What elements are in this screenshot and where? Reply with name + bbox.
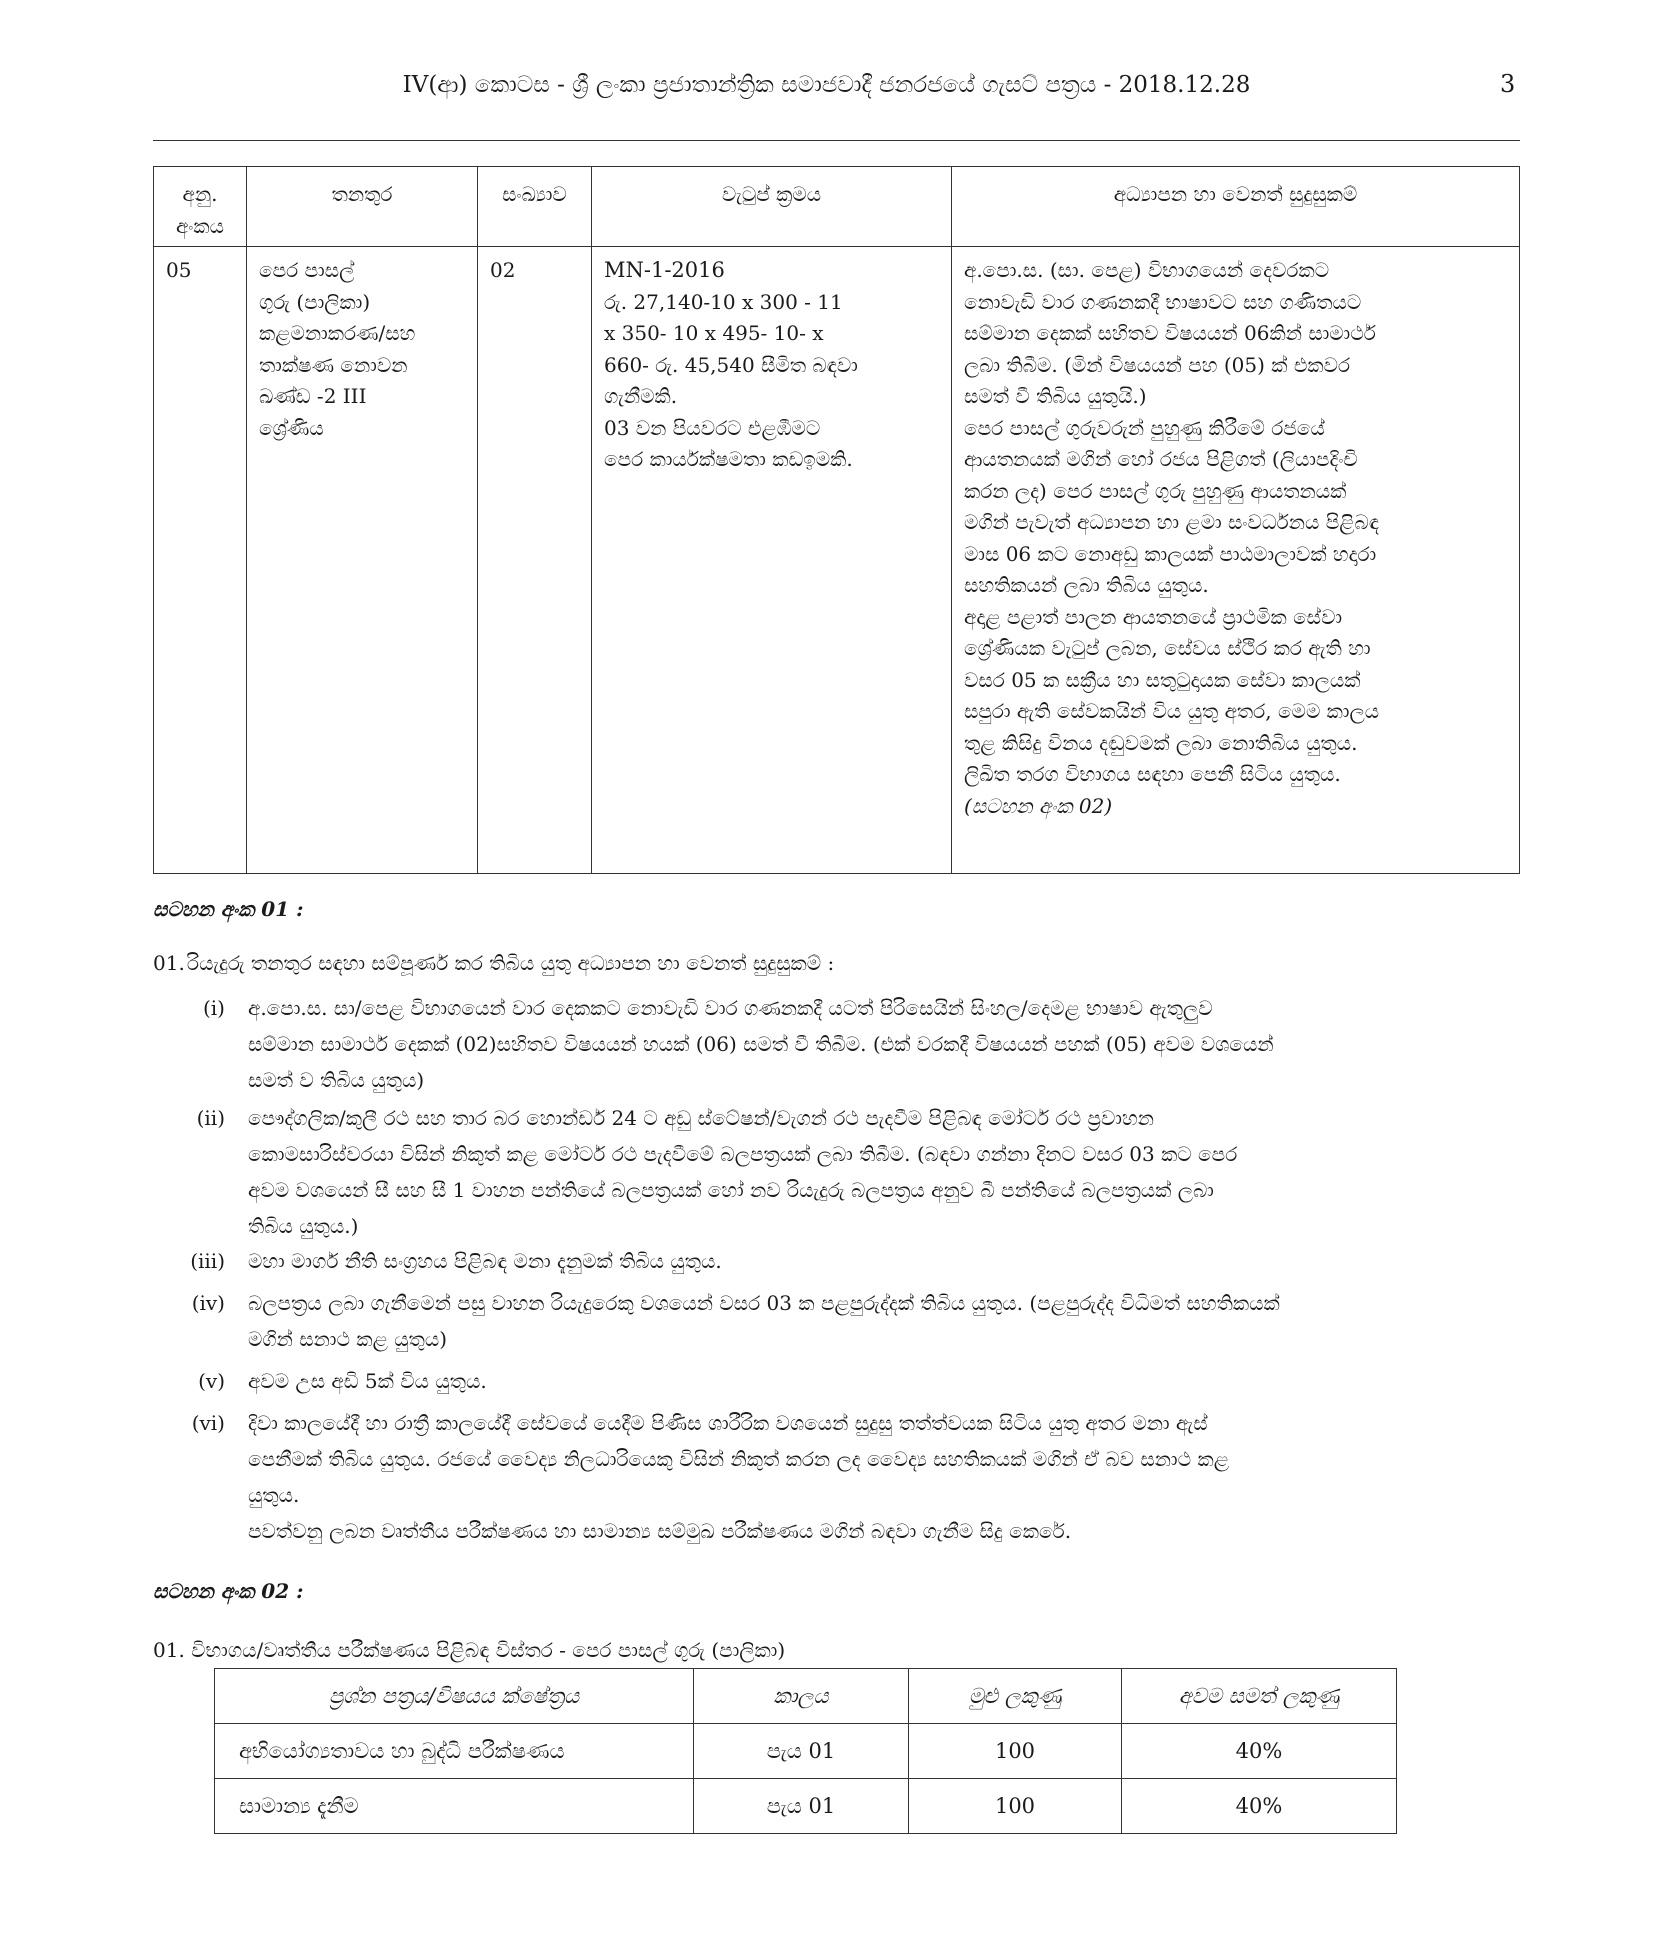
pass-marks-cell: 40%: [1122, 1779, 1397, 1834]
table-row: [215, 1779, 1397, 1834]
note1-intro-text: රියැදුරු තනතුර සඳහා සම්පූර්ණ කර තිබිය යුතු අධ්‍යාපන හා වෙනත් සුදුසුකම් :: [187, 951, 835, 975]
list-marker: (iii): [190, 1249, 225, 1273]
note1-title: සටහන අංක 01 :: [153, 897, 304, 921]
header-rule: [153, 140, 1520, 141]
post-line: තාක්ෂණ නොවන: [259, 352, 408, 377]
item-line: මහා මාර්ග නීති සංග්‍රහය පිළිබඳ මනා දැනුමක් තිබිය යුතුය.: [248, 1249, 722, 1273]
subject-cell: සාමාන්‍ය දැනීම: [215, 1779, 694, 1834]
list-item-text: [248, 1243, 1520, 1279]
qualification-line: මගින් පැවැත් අධ්‍යාපන හා ළමා සංවර්ධනය පිළිබඳ: [964, 510, 1380, 534]
qualification-line: සමත් වී තිබිය යුතුයි.): [964, 384, 1147, 408]
duration-cell: පැය 01: [694, 1779, 909, 1834]
col-pass-marks-header: අවම සමත් ලකුණු: [1122, 1669, 1397, 1724]
item-line: අවම වශයෙන් සී සහ සී 1 වාහන පන්තියේ බලපත්‍රයක් හෝ නව රියැදුරු බලපත්‍රය අනුව බී පන්තියේ බලපත්‍රයක් ලබා: [248, 1178, 1214, 1202]
note2-intro: 01. විභාගය/වෘත්තීය පරීක්ෂණය පිළිබඳ විස්තර - පෙර පාසල් ගුරු (පාලිකා): [153, 1638, 786, 1662]
total-marks-cell: 100: [909, 1724, 1122, 1779]
item-line: අවම උස අඩි 5ක් විය යුතුය.: [248, 1369, 487, 1393]
item-line: සම්මාන සාමාර්ථ දෙකක් (02)සහිතව විෂයයන් හයක් (06) සමත් වී තිබීම. (එක් වරකදී විෂයයන් පහක් (05) අවම වශයෙන්: [248, 1032, 1274, 1056]
salary-cell: [592, 247, 952, 874]
exam-table-header: [215, 1669, 1397, 1724]
col-total-marks-header: මුළු ලකුණු: [909, 1669, 1122, 1724]
qualification-line: අදාළ පළාත් පාලන ආයතනයේ ප්‍රාථමික සේවා: [964, 604, 1343, 629]
item-line: තිබිය යුතුය.): [248, 1214, 359, 1238]
table-row: [215, 1724, 1397, 1779]
col-serial-header: අනු. අංකය: [154, 167, 247, 247]
count-cell: 02: [478, 247, 592, 874]
post-cell: [247, 247, 478, 874]
exam-table: [214, 1668, 1397, 1834]
post-line: ඛණ්ඩ -2 III: [259, 384, 367, 408]
item-line: සමත් ව තිබිය යුතුය): [248, 1068, 425, 1092]
list-item-text: [248, 990, 1520, 1098]
item-line: මගින් සනාථ කළ යුතුය): [248, 1327, 448, 1351]
qualification-line: නොවැඩි වාර ගණනකදී භාෂාවට සහ ගණිතයට: [964, 289, 1362, 314]
posts-table: [153, 166, 1520, 874]
subject-cell: අභියෝග්‍යතාවය හා බුද්ධි පරීක්ෂණය: [215, 1724, 694, 1779]
salary-line: 660- රු. 45,540 සීමිත බඳවා: [604, 352, 858, 377]
item-line: පවත්වනු ලබන වෘත්තීය පරීක්ෂණය හා සාමාන්‍ය සම්මුඛ පරීක්ෂණය මගින් බඳවා ගැනීම සිදු කෙරේ.: [248, 1519, 1072, 1543]
list-item-text: [248, 1363, 1520, 1399]
page-header: IV(ආ) කොටස - ශ්‍රී ලංකා ප්‍රජාතාන්ත්‍රික සමාජවාදී ජනරජයේ ගැසට් පත්‍රය - 2018.12.28: [402, 72, 1251, 98]
qualification-line: තුළ කිසිදු විනය දඬුවමක් ලබා නොතිබිය යුතුය.: [964, 730, 1358, 755]
posts-table-header: [154, 167, 1520, 247]
list-item-text: [248, 1285, 1520, 1357]
salary-line: ගැනීමකි.: [604, 384, 678, 408]
salary-line: MN-1-2016: [604, 258, 725, 282]
list-marker: (ii): [196, 1106, 225, 1130]
col-duration-header: කාලය: [694, 1669, 909, 1724]
duration-cell: පැය 01: [694, 1724, 909, 1779]
post-line: ශ්‍රේණිය: [259, 415, 324, 440]
col-subject-header: ප්‍රශ්න පත්‍රය/විෂයය ක්ෂේත්‍රය: [215, 1669, 694, 1724]
qualification-line: වසර 05 ක සක්‍රීය හා සතුටුදායක සේවා කාලයක්: [964, 667, 1361, 692]
pass-marks-cell: 40%: [1122, 1724, 1397, 1779]
col-post-header: තනතුර: [247, 167, 478, 247]
list-marker: 01.: [153, 951, 185, 975]
salary-line: රු. 27,140-10 x 300 - 11: [604, 289, 843, 314]
item-line: කොමසාරිස්වරයා විසින් නිකුත් කළ මෝටර් රථ පැදවීමේ බලපත්‍රයක් ලබා තිබීම. (බඳවා ගන්නා දිනට වසර 03 කට පෙර: [248, 1142, 1238, 1166]
col-count-header: සංඛ්‍යාව: [478, 167, 592, 247]
list-item-text: [248, 1405, 1520, 1549]
item-line: අ.පො.ස. සා/පෙළ විභාගයෙන් වාර දෙකකට නොවැඩි වාර ගණනකදී යටත් පිරිසෙයින් සිංහල/දෙමළ භාෂාව ඇතුලුව: [248, 996, 1213, 1020]
qualification-line: සපුරා ඇති සේවකයින් විය යුතු අතර, මෙම කාලය: [964, 699, 1380, 723]
qualification-line: ලබා තිබීම. (මින් විෂයයන් පහ (05) ක් එකවර: [964, 352, 1351, 377]
item-line: පෞද්ගලික/කුලී රථ සහ තාර බර හොන්ඩර් 24 ට අඩු ස්ටේෂන්/වැගන් රථ පැදවීම පිළිබඳ මෝටර් රථ ප්‍රවාහන: [248, 1106, 1154, 1130]
col-qualifications-header: අධ්‍යාපන හා වෙනත් සුදුසුකම්: [952, 167, 1520, 247]
note2-title: සටහන අංක 02 :: [153, 1579, 304, 1603]
qualification-line: සහතිකයන් ලබා තිබිය යුතුය.: [964, 573, 1209, 597]
post-line: කළමනාකරණ/සහ: [259, 321, 416, 345]
list-marker: (i): [202, 996, 225, 1020]
item-line: පෙනීමක් තිබිය යුතුය. රජයේ වෛද්‍ය නිලධාරියෙකු විසින් නිකුත් කරන ලද වෛද්‍ය සහතිකයක් මගින් ඒ බව සනාථ කළ: [248, 1447, 1229, 1471]
salary-line: x 350- 10 x 495- 10- x: [604, 321, 824, 345]
qualification-line: සම්මාන දෙකක් සහිතව විෂයයන් 06කින් සාමාර්ථ: [964, 321, 1376, 345]
qualification-line: මාස 06 කට නොඅඩු කාලයක් පාඨමාලාවක් හදාරා: [964, 541, 1377, 566]
note-reference: (සටහන අංක 02): [964, 793, 1113, 818]
qualification-line: පෙර පාසල් ගුරුවරුන් පුහුණු කිරීමේ රජයේ: [964, 415, 1325, 440]
table-row: [154, 247, 1520, 874]
list-marker: (vi): [191, 1411, 225, 1435]
total-marks-cell: 100: [909, 1779, 1122, 1834]
item-line: බලපත්‍රය ලබා ගැනීමෙන් පසු වාහන රියැදුරෙකු වශයෙන් වසර 03 ක පළපුරුද්දක් තිබිය යුතුය. (පළපුරුද්ද විධිමත් සහතිකයක්: [248, 1291, 1280, 1315]
item-line: යුතුය.: [248, 1483, 300, 1507]
list-marker: (v): [198, 1369, 225, 1393]
page-number: 3: [1500, 70, 1516, 98]
list-item-text: [248, 1100, 1520, 1244]
col-salary-header: වැටුප් ක්‍රමය: [592, 167, 952, 247]
qualification-line: ආයතනයක් මගින් හෝ රජය පිළිගත් (ලියාපදිංචි: [964, 447, 1358, 471]
qualification-line: ලිඛිත තරග විභාගය සඳහා පෙනී සිටිය යුතුය.: [964, 762, 1341, 786]
qualifications-cell: [952, 247, 1520, 874]
qualification-line: කරන ලද) පෙර පාසල් ගුරු පුහුණු ආයතනයක්: [964, 478, 1347, 503]
salary-line: 03 වන පියවරට එළඹීමට: [604, 415, 821, 440]
qualification-line: ශ්‍රේණියක වැටුප් ලබන, සේවය ස්ථිර කර ඇති හා: [964, 636, 1371, 660]
serial-cell: 05: [154, 247, 247, 874]
list-marker: (iv): [191, 1291, 225, 1315]
post-line: පෙර පාසල්: [259, 258, 355, 282]
qualification-line: අ.පො.ස. (සා. පෙළ) විභාගයෙන් දෙවරකට: [964, 258, 1330, 282]
salary-line: පෙර කාර්යක්ෂමතා කඩඉමකි.: [604, 447, 853, 471]
item-line: දිවා කාලයේදී හා රාත්‍රී කාලයේදී සේවයේ යෙදීම පිණිස ශාරීරික වශයෙන් සුදුසු තත්ත්වයක සිටිය යුතු අතර මනා ඇස්: [248, 1411, 1208, 1435]
post-line: ගුරු (පාලිකා): [259, 289, 371, 314]
